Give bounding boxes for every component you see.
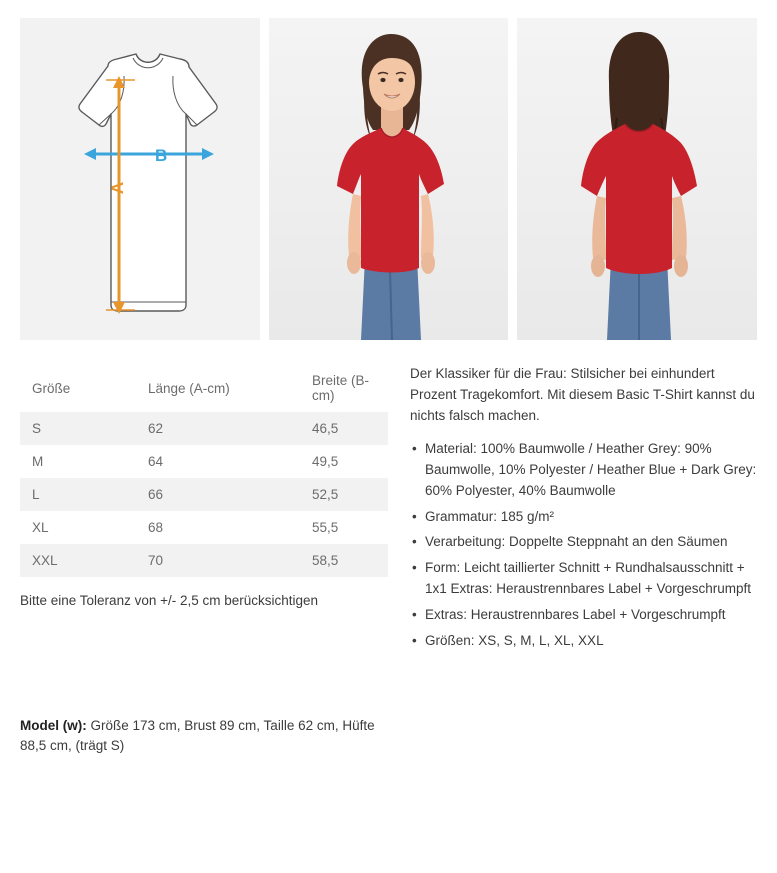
list-item: • Form: Leicht taillierter Schnitt + Rundhalsausschnitt + 1x1 Extras: Heraustrennbares Label + Vorgeschrumpft [410,558,757,600]
product-image-gallery [20,18,757,340]
tolerance-note: Bitte eine Toleranz von +/- 2,5 cm berücksichtigen [20,593,319,608]
cell-size: S [20,412,136,445]
description-intro: Der Klassiker für die Frau: Stilsicher bei einhundert Prozent Tragekomfort. Mit diesem Basic T-Shirt kannst du nichts falsch machen. [410,366,755,423]
cell-size: M [20,445,136,478]
cell-width: 55,5 [300,511,388,544]
cell-length: 70 [136,544,300,577]
model-front-photo [269,18,509,340]
list-item: • Extras: Heraustrennbares Label + Vorgeschrumpft [410,605,757,626]
cell-length: 64 [136,445,300,478]
cell-size: XL [20,511,136,544]
model-back-photo-cell[interactable] [517,18,757,340]
column-header-size: Größe [20,364,136,412]
list-item: • Material: 100% Baumwolle / Heather Grey: 90% Baumwolle, 10% Polyester / Heather Blue + Dark Grey: 60% Polyester, 40% Baumwolle [410,439,757,502]
dimension-label-a: A [108,181,128,195]
table-row [20,544,388,577]
cell-width: 58,5 [300,544,388,577]
cell-size: L [20,478,136,511]
model-front-photo-cell[interactable] [269,18,509,340]
list-item: • Verarbeitung: Doppelte Steppnaht an den Säumen [410,532,757,553]
description-column [410,364,757,757]
dimension-label-b: B [155,146,168,165]
list-item: • Grammatur: 185 g/m² [410,507,757,528]
column-header-length: Länge (A-cm) [136,364,300,412]
cell-size: XXL [20,544,136,577]
cell-length: 62 [136,412,300,445]
model-note-text: Größe 173 cm, Brust 89 cm, Taille 62 cm, Hüfte 88,5 cm, (trägt S) [20,717,375,754]
model-note-label: Model (w): [20,717,87,733]
table-row [20,478,388,511]
list-item: • Größen: XS, S, M, L, XL, XXL [410,631,757,652]
tshirt-schematic-icon [20,18,260,340]
table-header-row [20,364,388,412]
size-info-column [20,364,388,757]
table-row [20,412,388,445]
cell-length: 66 [136,478,300,511]
model-back-photo [517,18,757,340]
size-chart-table [20,364,388,577]
cell-width: 52,5 [300,478,388,511]
column-header-width: Breite (B-cm) [300,364,388,412]
model-measurements-note [20,716,380,758]
table-row [20,511,388,544]
size-diagram-cell[interactable] [20,18,260,340]
cell-width: 46,5 [300,412,388,445]
table-row [20,445,388,478]
product-info-section [20,364,757,757]
cell-length: 68 [136,511,300,544]
cell-width: 49,5 [300,445,388,478]
feature-list [410,439,757,652]
